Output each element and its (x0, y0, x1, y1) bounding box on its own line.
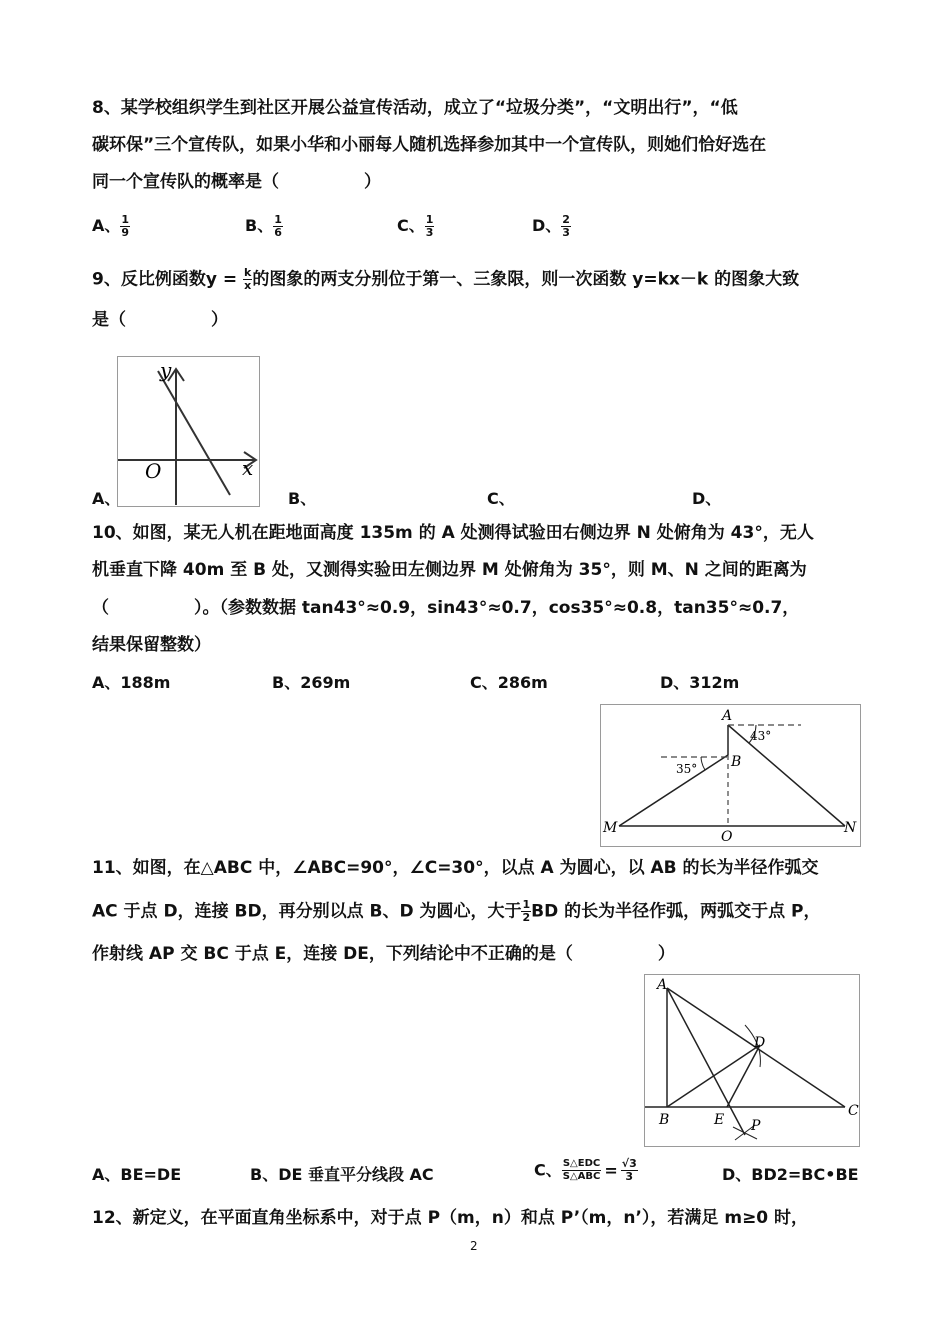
q8-option-d[interactable]: D、 $\frac{2}{3}$ (532, 213, 570, 239)
q11-line-3: 作射线 AP 交 BC 于点 E，连接 DE，下列结论中不正确的是（ ） (92, 944, 675, 964)
q9-option-a[interactable]: A、 (92, 489, 121, 508)
q8-option-b[interactable]: B、 $\frac{1}{6}$ (245, 213, 282, 239)
svg-text:N: N (844, 820, 857, 836)
svg-text:D: D (754, 1035, 766, 1051)
q10-line-2: 机垂直下降 40m 至 B 处，又测得实验田左侧边界 M 处俯角为 35°，则 M、N 之间的距离为 (92, 560, 807, 580)
q11-triangle-figure (644, 974, 860, 1147)
q10-drone-figure (600, 704, 861, 847)
q8-option-b-fraction: $\frac{1}{6}$ (274, 213, 282, 239)
q10-line-1: 10、如图，某无人机在距地面高度 135m 的 A 处测得试验田右侧边界 N 处俯角为 43°，无人 (92, 523, 814, 543)
q9-graph-a (117, 356, 260, 507)
q8-line-2: 碳环保”三个宣传队，如果小华和小丽每人随机选择参加其中一个宣传队，则她们恰好选在 (92, 135, 767, 155)
q11-line-1: 11、如图，在△ABC 中，∠ABC=90°，∠C=30°，以点 A 为圆心，以 AB 的长为半径作弧交 (92, 858, 819, 878)
q10-option-b[interactable]: B、269m (272, 673, 351, 692)
q8-option-c-fraction: $\frac{1}{3}$ (425, 213, 434, 239)
q12-line-1: 12、新定义，在平面直角坐标系中，对于点 P（m，n）和点 P’（m，n’），若满足 m≥0 时， (92, 1208, 809, 1228)
q9-k-over-x: $\frac{k}{x}$ (244, 266, 252, 292)
q10-option-d[interactable]: D、312m (660, 673, 740, 692)
q11-option-b[interactable]: B、DE 垂直平分线段 AC (250, 1165, 434, 1184)
q11-option-a[interactable]: A、BE=DE (92, 1165, 182, 1184)
svg-text:B: B (659, 1112, 670, 1128)
svg-text:P: P (751, 1118, 761, 1134)
q11-area-ratio: $\frac{\text{S△EDC}}{\text{S△ABC}}$ (562, 1158, 601, 1182)
q9-option-c[interactable]: C、 (487, 489, 515, 508)
q11-option-c[interactable]: C、 $\frac{\text{S△EDC}}{\text{S△ABC}}$ = $\frac{√3}{3}$ (534, 1157, 637, 1183)
q10-option-c[interactable]: C、286m (470, 673, 548, 692)
q9-option-b[interactable]: B、 (288, 489, 317, 508)
svg-text:x: x (242, 456, 254, 480)
q11-half-fraction: $\frac{1}{2}$ (522, 898, 531, 924)
q8-option-a-fraction: $\frac{1}{9}$ (121, 213, 130, 239)
svg-text:A: A (657, 977, 668, 993)
q10-line-3: （ ）。（参数数据 tan43°≈0.9，sin43°≈0.7，cos35°≈0.8，tan35°≈0.7， (92, 598, 800, 618)
svg-text:E: E (714, 1112, 725, 1128)
q8-option-a[interactable]: A、 $\frac{1}{9}$ (92, 213, 130, 239)
svg-text:O: O (721, 829, 733, 845)
page-number: 2 (470, 1239, 478, 1253)
q11-sqrt3-over-3: $\frac{√3}{3}$ (621, 1157, 637, 1183)
q11-line-2: AC 于点 D，连接 BD，再分别以点 B、D 为圆心，大于 $\frac{1}{2}$ BD 的长为半径作弧，两弧交于点 P， (92, 898, 821, 924)
svg-text:O: O (145, 459, 162, 483)
q9-option-d[interactable]: D、 (692, 489, 722, 508)
svg-text:y: y (160, 358, 172, 382)
q9-line-2: 是（ ） (92, 310, 228, 330)
q8-line-1: 8、某学校组织学生到社区开展公益宣传活动，成立了“垃圾分类”，“文明出行”，“低 (92, 98, 738, 118)
q10-option-a[interactable]: A、188m (92, 673, 171, 692)
q11-option-d[interactable]: D、BD2=BC•BE (722, 1165, 859, 1184)
svg-text:35°: 35° (676, 762, 698, 776)
q10-line-4: 结果保留整数） (92, 635, 211, 655)
svg-text:43°: 43° (750, 729, 772, 743)
svg-text:M: M (603, 820, 618, 836)
svg-text:B: B (731, 754, 742, 770)
q8-option-c[interactable]: C、 $\frac{1}{3}$ (397, 213, 434, 239)
q9-line-1: 9、反比例函数y = $\frac{k}{x}$ 的图象的两支分别位于第一、三象限，则一次函数 y=kx－k 的图象大致 (92, 266, 800, 292)
svg-text:A: A (722, 708, 733, 724)
q8-line-3: 同一个宣传队的概率是（ ） (92, 172, 381, 192)
q8-option-d-fraction: $\frac{2}{3}$ (562, 213, 570, 239)
svg-text:C: C (848, 1103, 859, 1119)
